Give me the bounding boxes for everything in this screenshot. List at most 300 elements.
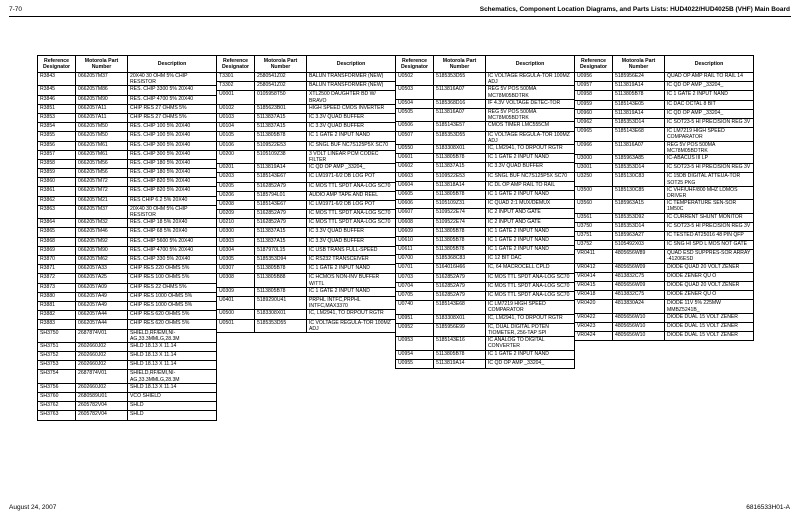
reference-designator-cell: R3860: [38, 178, 76, 187]
table-row: [38, 178, 217, 187]
description-cell: SHLD 18.13 X 11.14: [128, 352, 217, 361]
description-cell: CHIP RES 1000 OHMS 5%: [128, 301, 217, 310]
description-cell: IC, LM2941, TO DRPOUT RGTR: [486, 314, 575, 323]
description-cell: RES. CHIP 4700 5% 20X40: [128, 246, 217, 255]
part-number-cell: 4805656W10: [613, 332, 665, 341]
part-number-cell: 0662057A44: [76, 320, 128, 329]
reference-designator-cell: R3855: [38, 132, 76, 141]
description-cell: IC, DUAL DIGITAL POTEN TIOMETER, 256-TAP SPI: [486, 323, 575, 336]
part-number-cell: 0662057M90: [76, 95, 128, 104]
reference-designator-cell: U0956: [575, 73, 613, 82]
table-row: [396, 209, 575, 218]
table-row: [217, 296, 396, 309]
table-row: [396, 145, 575, 154]
description-cell: VCO SHIELD: [128, 393, 217, 402]
part-number-cell: 5185353D14: [613, 222, 665, 231]
table-row: [217, 228, 396, 237]
reference-designator-cell: U0307: [217, 265, 255, 274]
description-cell: IC 3.3V QUAD BUFFER: [307, 228, 396, 237]
reference-designator-cell: R3851: [38, 104, 76, 113]
table-row: [38, 411, 217, 420]
description-cell: RES. CHIP 100 5% 20X40: [128, 123, 217, 132]
table-row: [217, 246, 396, 255]
part-number-cell: 0105958T50: [255, 91, 307, 104]
header-reference-designator: Reference Designator: [38, 56, 76, 73]
reference-designator-cell: U0705: [396, 292, 434, 301]
part-number-cell: 5113837A15: [255, 113, 307, 122]
table-row: [38, 123, 217, 132]
reference-designator-cell: VR0424: [575, 332, 613, 341]
description-cell: IC MOS TTL SPDT ANA-LOG SC70: [486, 282, 575, 291]
reference-designator-cell: U0954: [396, 350, 434, 359]
reference-designator-cell: R3858: [38, 159, 76, 168]
description-cell: IC MOS TTL SPDT ANA-LOG SC70: [307, 182, 396, 191]
part-number-cell: 5109522E74: [434, 218, 486, 227]
reference-designator-cell: U3500: [575, 186, 613, 199]
table-row: [217, 219, 396, 228]
part-number-cell: 0662057A44: [76, 311, 128, 320]
table-row: [575, 300, 754, 313]
table-row: [575, 213, 754, 222]
table-row: [575, 222, 754, 231]
header-motorola-part-number: Motorola Part Number: [76, 56, 128, 73]
description-cell: RES. CHIP 5600 5% 20X40: [128, 237, 217, 246]
description-cell: IC LM7219 HIGH SPEED COMPARATOR: [486, 301, 575, 314]
reference-designator-cell: U0205: [217, 182, 255, 191]
part-number-cell: 5185353D14: [613, 118, 665, 127]
description-cell: IF 4.3V VOLTAGE DETEC-TOR: [486, 99, 575, 108]
description-cell: IC VOLTAGE REGULA-TOR 100MZ ADJ: [307, 319, 396, 332]
description-cell: IC 12 BIT DAC: [486, 255, 575, 264]
part-number-cell: 0662057A11: [76, 113, 128, 122]
reference-designator-cell: R3863: [38, 205, 76, 218]
description-cell: IC 1 GATE 2 INPUT NAND: [486, 227, 575, 236]
part-number-cell: 5113837A15: [255, 228, 307, 237]
description-cell: RES. CHIP 330 5% 20X40: [128, 256, 217, 265]
table-row: [217, 191, 396, 200]
table-row: [217, 310, 396, 319]
description-cell: IC 3.3V QUAD BUFFER: [486, 163, 575, 172]
description-cell: IC VHF/UHF/800 MHZ LDMOS DRIVER: [665, 186, 754, 199]
parts-table-column-4: [574, 55, 754, 341]
description-cell: IC QD OP AMP _33204_: [665, 109, 754, 118]
description-cell: IC 1 GATE 2 INPUT NAND: [486, 154, 575, 163]
reference-designator-cell: U0959: [575, 100, 613, 109]
description-cell: RES. CHIP 68 5% 20X40: [128, 228, 217, 237]
part-number-cell: 5185143E67: [255, 200, 307, 209]
description-cell: CHIP RES 620 OHMS 5%: [128, 311, 217, 320]
part-number-cell: 5113819A14: [613, 82, 665, 91]
part-number-cell: 5185130C85: [613, 186, 665, 199]
description-cell: 3 VOLT LINEAR PCM CODEC FILTER: [307, 150, 396, 163]
part-number-cell: 0662057M61: [76, 141, 128, 150]
table-row: [575, 109, 754, 118]
description-cell: DIODE ZENER QU O: [665, 291, 754, 300]
reference-designator-cell: U0605: [396, 190, 434, 199]
parts-table: [395, 55, 575, 369]
reference-designator-cell: R3859: [38, 169, 76, 178]
description-cell: RES. CHIP 300 5% 20X40: [128, 150, 217, 159]
reference-designator-cell: U0951: [396, 314, 434, 323]
part-number-cell: 5162852A79: [434, 292, 486, 301]
table-row: [38, 402, 217, 411]
reference-designator-cell: U0505: [396, 109, 434, 122]
part-number-cell: 5113837A15: [434, 163, 486, 172]
reference-designator-cell: SH3751: [38, 342, 76, 351]
part-number-cell: 2680589U01: [76, 393, 128, 402]
table-row: [396, 181, 575, 190]
reference-designator-cell: U0703: [396, 273, 434, 282]
table-row: [38, 283, 217, 292]
header-reference-designator: Reference Designator: [396, 56, 434, 73]
reference-designator-cell: R3883: [38, 320, 76, 329]
reference-designator-cell: U0500: [217, 310, 255, 319]
reference-designator-cell: U0957: [575, 82, 613, 91]
part-number-cell: 5113805B78: [434, 154, 486, 163]
table-row: [396, 86, 575, 99]
part-number-cell: 0662057M56: [76, 169, 128, 178]
description-cell: IC, LM2941, TO DRPOUT RGTR: [486, 145, 575, 154]
description-cell: IC LM1971-6/2 DB LOG POT: [307, 173, 396, 182]
reference-designator-cell: U0955: [396, 359, 434, 368]
description-cell: IC QD OP AMP _33204_: [665, 82, 754, 91]
description-cell: CHIP RES 220 OHMS 5%: [128, 265, 217, 274]
description-cell: IC SOT23-5 HI PRECISION REG 3V: [665, 222, 754, 231]
parts-table: [574, 55, 754, 341]
part-number-cell: 5164016H66: [434, 264, 486, 273]
reference-designator-cell: SH3753: [38, 361, 76, 370]
table-row: [38, 141, 217, 150]
reference-designator-cell: U0604: [396, 181, 434, 190]
reference-designator-cell: U0960: [575, 109, 613, 118]
part-number-cell: 5162852A79: [255, 210, 307, 219]
table-row: [396, 337, 575, 350]
table-row: [396, 73, 575, 86]
reference-designator-cell: R3854: [38, 123, 76, 132]
part-number-cell: 0662057M46: [76, 228, 128, 237]
description-cell: IC DL OP AMP RAIL TO RAIL: [486, 181, 575, 190]
table-row: [396, 314, 575, 323]
description-cell: IC SNGL BUF NC7S125P5X SC70: [486, 172, 575, 181]
reference-designator-cell: U0300: [217, 228, 255, 237]
reference-designator-cell: U0106: [217, 141, 255, 150]
part-number-cell: 5113805B78: [255, 265, 307, 274]
table-row: [217, 73, 396, 82]
description-cell: IC, 64 MACROCELL CPLD: [486, 264, 575, 273]
reference-designator-cell: U3001: [575, 164, 613, 173]
reference-designator-cell: VR0415: [575, 282, 613, 291]
parts-table-column-3: [395, 55, 575, 369]
description-cell: IC VOLTAGE REGULA-TOR 100MZ ADJ: [486, 73, 575, 86]
table-row: [38, 370, 217, 383]
description-cell: AUDIO AMP TAPE AND REEL: [307, 191, 396, 200]
description-cell: IC 1 GATE 2 INPUT NAND: [486, 236, 575, 245]
table-row: [396, 172, 575, 181]
reference-designator-cell: R3873: [38, 283, 76, 292]
reference-designator-cell: U0603: [396, 172, 434, 181]
reference-designator-cell: U0701: [396, 264, 434, 273]
table-row: [575, 231, 754, 240]
description-cell: IC TEMPERATURE SEN-SOR 1M50C: [665, 200, 754, 213]
table-row: [38, 292, 217, 301]
part-number-cell: 5113805B78: [434, 350, 486, 359]
table-row: [396, 190, 575, 199]
table-row: [217, 173, 396, 182]
part-number-cell: 5113819A14: [613, 109, 665, 118]
reference-designator-cell: U0965: [575, 128, 613, 141]
part-number-cell: 2602660J02: [76, 383, 128, 392]
part-number-cell: 5189290U41: [255, 296, 307, 309]
table-row: [38, 159, 217, 168]
table-row: [217, 132, 396, 141]
part-number-cell: 0662057A49: [76, 301, 128, 310]
part-number-cell: 5185143E68: [434, 301, 486, 314]
reference-designator-cell: SH3754: [38, 370, 76, 383]
description-cell: SHIELD,RF/EMI,NI-AG,33.3MMLG,28.3M: [128, 370, 217, 383]
table-row: [38, 265, 217, 274]
table-row: [38, 329, 217, 342]
table-row: [575, 323, 754, 332]
table-row: [217, 164, 396, 173]
part-number-cell: 0662057A09: [76, 283, 128, 292]
part-number-cell: 5185130C83: [613, 173, 665, 186]
description-cell: IC LM1971-6/2 DB LOG POT: [307, 200, 396, 209]
part-number-cell: 5187970L15: [255, 246, 307, 255]
part-number-cell: 5109522E53: [255, 141, 307, 150]
reference-designator-cell: R3870: [38, 256, 76, 265]
table-row: [575, 332, 754, 341]
table-row: [575, 141, 754, 154]
table-row: [575, 128, 754, 141]
table-row: [38, 237, 217, 246]
part-number-cell: 5185143E68: [613, 128, 665, 141]
table-row: [38, 342, 217, 351]
reference-designator-cell: R3871: [38, 265, 76, 274]
part-number-cell: 5185353D55: [255, 319, 307, 332]
reference-designator-cell: U0200: [217, 150, 255, 163]
reference-designator-cell: R3868: [38, 237, 76, 246]
description-cell: DIODE DUAL 15 VOLT ZENER: [665, 323, 754, 332]
part-number-cell: 0662057A11: [76, 104, 128, 113]
table-header-row: [575, 56, 754, 73]
reference-designator-cell: U0550: [396, 145, 434, 154]
table-row: [575, 100, 754, 109]
part-number-cell: 5105109Z31: [434, 200, 486, 209]
description-cell: DIODE DUAL 15 VOLT ZENER: [665, 332, 754, 341]
table-row: [38, 205, 217, 218]
description-cell: IC 2 INPUT AND GATE: [486, 209, 575, 218]
reference-designator-cell: R3881: [38, 301, 76, 310]
description-cell: RES. CHIP 4700 5% 20X40: [128, 95, 217, 104]
reference-designator-cell: U0966: [575, 141, 613, 154]
reference-designator-cell: U0104: [217, 123, 255, 132]
part-number-cell: 0662057M37: [76, 73, 128, 86]
reference-designator-cell: U0507: [396, 131, 434, 144]
part-number-cell: 5185623B01: [255, 104, 307, 113]
parts-table-column-1: [37, 55, 217, 421]
table-row: [396, 246, 575, 255]
reference-designator-cell: U0504: [396, 99, 434, 108]
part-number-cell: 4805656W09: [613, 263, 665, 272]
description-cell: IC MOS TTL SPDT ANA-LOG SC70: [486, 292, 575, 301]
reference-designator-cell: U0601: [396, 154, 434, 163]
part-number-cell: 5109522E74: [434, 209, 486, 218]
part-number-cell: 0662057M37: [76, 205, 128, 218]
reference-designator-cell: U0952: [396, 323, 434, 336]
table-row: [396, 301, 575, 314]
reference-designator-cell: U0102: [217, 104, 255, 113]
part-number-cell: 5113819A14: [255, 164, 307, 173]
table-row: [38, 301, 217, 310]
description-cell: IC DAC OCTAL 8 BIT: [665, 100, 754, 109]
reference-designator-cell: U0304: [217, 246, 255, 255]
table-row: [217, 182, 396, 191]
description-cell: IC 15DB DIGITAL ATTEUA-TOR SOT25 PKG: [665, 173, 754, 186]
table-row: [38, 95, 217, 104]
part-number-cell: 2687874V01: [76, 329, 128, 342]
table-header-row: [38, 56, 217, 73]
table-row: [38, 196, 217, 205]
header-motorola-part-number: Motorola Part Number: [434, 56, 486, 73]
table-row: [217, 274, 396, 287]
part-number-cell: 0662057M72: [76, 178, 128, 187]
description-cell: IC 1 GATE 2 INPUT NAND: [307, 265, 396, 274]
reference-designator-cell: SH3752: [38, 352, 76, 361]
reference-designator-cell: R3880: [38, 292, 76, 301]
description-cell: SHLD: [128, 411, 217, 420]
table-row: [38, 320, 217, 329]
table-row: [38, 113, 217, 122]
table-row: [217, 91, 396, 104]
part-number-cell: 5162852A79: [434, 282, 486, 291]
part-number-cell: 0662057M86: [76, 86, 128, 95]
description-cell: RES. CHIP 300 5% 20X40: [128, 141, 217, 150]
description-cell: QUAD OP AMP RAIL TO RAIL 14: [665, 73, 754, 82]
part-number-cell: 5113805B78: [255, 287, 307, 296]
reference-designator-cell: VR0418: [575, 291, 613, 300]
table-row: [38, 352, 217, 361]
part-number-cell: 0662057M62: [76, 256, 128, 265]
description-cell: IC 1 GATE 2 INPUT NAND: [486, 190, 575, 199]
reference-designator-cell: U0602: [396, 163, 434, 172]
part-number-cell: 2605782V04: [76, 411, 128, 420]
part-number-cell: 5185143E05: [613, 100, 665, 109]
part-number-cell: 0662057M90: [76, 246, 128, 255]
table-row: [396, 359, 575, 368]
part-number-cell: 5185368D16: [434, 99, 486, 108]
reference-designator-cell: U0401: [217, 296, 255, 309]
part-number-cell: 5185143E67: [255, 173, 307, 182]
description-cell: IC TESTED AT25016 48 PIN QFP: [665, 231, 754, 240]
page-title: Schematics, Component Location Diagrams, and Parts Lists: HUD4022/HUD4025B (VHF) Main Board: [479, 6, 790, 13]
reference-designator-cell: U0305: [217, 256, 255, 265]
description-cell: IC 3.3V QUAD BUFFER: [307, 113, 396, 122]
part-number-cell: 5113816A07: [434, 109, 486, 122]
header-description: Description: [307, 56, 396, 73]
part-number-cell: 2602660J02: [76, 361, 128, 370]
reference-designator-cell: U0607: [396, 209, 434, 218]
reference-designator-cell: U0001: [217, 91, 255, 104]
reference-designator-cell: U0502: [396, 73, 434, 86]
part-number-cell: 0662057M50: [76, 132, 128, 141]
description-cell: CHIP RES 100 OHMS 5%: [128, 274, 217, 283]
part-number-cell: 5185353D55: [434, 73, 486, 86]
table-row: [396, 292, 575, 301]
part-number-cell: 5113816A07: [434, 86, 486, 99]
part-number-cell: 5183308X01: [434, 145, 486, 154]
part-number-cell: 5113805B88: [255, 274, 307, 287]
part-number-cell: 2580541Z02: [255, 73, 307, 82]
part-number-cell: 0662057A25: [76, 274, 128, 283]
description-cell: CHIP RES 620 OHMS 5%: [128, 320, 217, 329]
reference-designator-cell: U3752: [575, 241, 613, 250]
reference-designator-cell: U0103: [217, 113, 255, 122]
description-cell: IC CURRENT SHUNT MONITOR: [665, 213, 754, 222]
reference-designator-cell: U0608: [396, 218, 434, 227]
table-row: [38, 361, 217, 370]
description-cell: IC, LM2941, TO DRPOUT RGTR: [307, 310, 396, 319]
reference-designator-cell: R3856: [38, 141, 76, 150]
table-row: [38, 256, 217, 265]
table-row: [396, 131, 575, 144]
description-cell: BALUN TRANSFORMER (NEW): [307, 73, 396, 82]
table-header-row: [217, 56, 396, 73]
part-number-cell: 5185963A15: [613, 200, 665, 213]
reference-designator-cell: R3862: [38, 196, 76, 205]
description-cell: QUAD ESD SUPPRES-SOR ARRAY -41206ESD: [665, 250, 754, 263]
part-number-cell: 0662057M61: [76, 150, 128, 159]
table-row: [38, 150, 217, 159]
reference-designator-cell: U0210: [217, 219, 255, 228]
reference-designator-cell: SH3750: [38, 329, 76, 342]
reference-designator-cell: VR0422: [575, 313, 613, 322]
reference-designator-cell: R3865: [38, 228, 76, 237]
reference-designator-cell: R3843: [38, 73, 76, 86]
reference-designator-cell: R3872: [38, 274, 76, 283]
part-number-cell: 0662057M50: [76, 123, 128, 132]
description-cell: CMOS TIMER LMC555CM: [486, 122, 575, 131]
description-cell: RES. CHIP 180 5% 20X40: [128, 159, 217, 168]
table-row: [575, 186, 754, 199]
description-cell: IC SNG HI SPD L MOS NOT GATE: [665, 241, 754, 250]
reference-designator-cell: SH3762: [38, 402, 76, 411]
part-number-cell: 5185368C83: [434, 255, 486, 264]
reference-designator-cell: U0309: [217, 287, 255, 296]
reference-designator-cell: U0209: [217, 210, 255, 219]
table-row: [575, 313, 754, 322]
table-row: [217, 265, 396, 274]
table-row: [575, 91, 754, 100]
reference-designator-cell: U0953: [396, 337, 434, 350]
description-cell: SHLD: [128, 402, 217, 411]
reference-designator-cell: R3864: [38, 219, 76, 228]
part-number-cell: 5113805B78: [434, 227, 486, 236]
table-row: [396, 122, 575, 131]
part-number-cell: 2602660J02: [76, 352, 128, 361]
description-cell: IC 3.3V QUAD BUFFER: [307, 123, 396, 132]
table-row: [38, 311, 217, 320]
reference-designator-cell: U0610: [396, 236, 434, 245]
part-number-cell: 5109522E53: [434, 172, 486, 181]
reference-designator-cell: U0308: [217, 274, 255, 287]
reference-designator-cell: R3882: [38, 311, 76, 320]
description-cell: DIODE QUAD 20 VOLT ZENER: [665, 263, 754, 272]
reference-designator-cell: T3301: [217, 73, 255, 82]
reference-designator-cell: VR0412: [575, 263, 613, 272]
description-cell: RES. CHIP 180 5% 20X40: [128, 169, 217, 178]
description-cell: IC MOS TTL SPDT ANA-LOG SC70: [307, 210, 396, 219]
description-cell: IC VOLTAGE REGULA-TOR 100MZ ADJ: [486, 131, 575, 144]
